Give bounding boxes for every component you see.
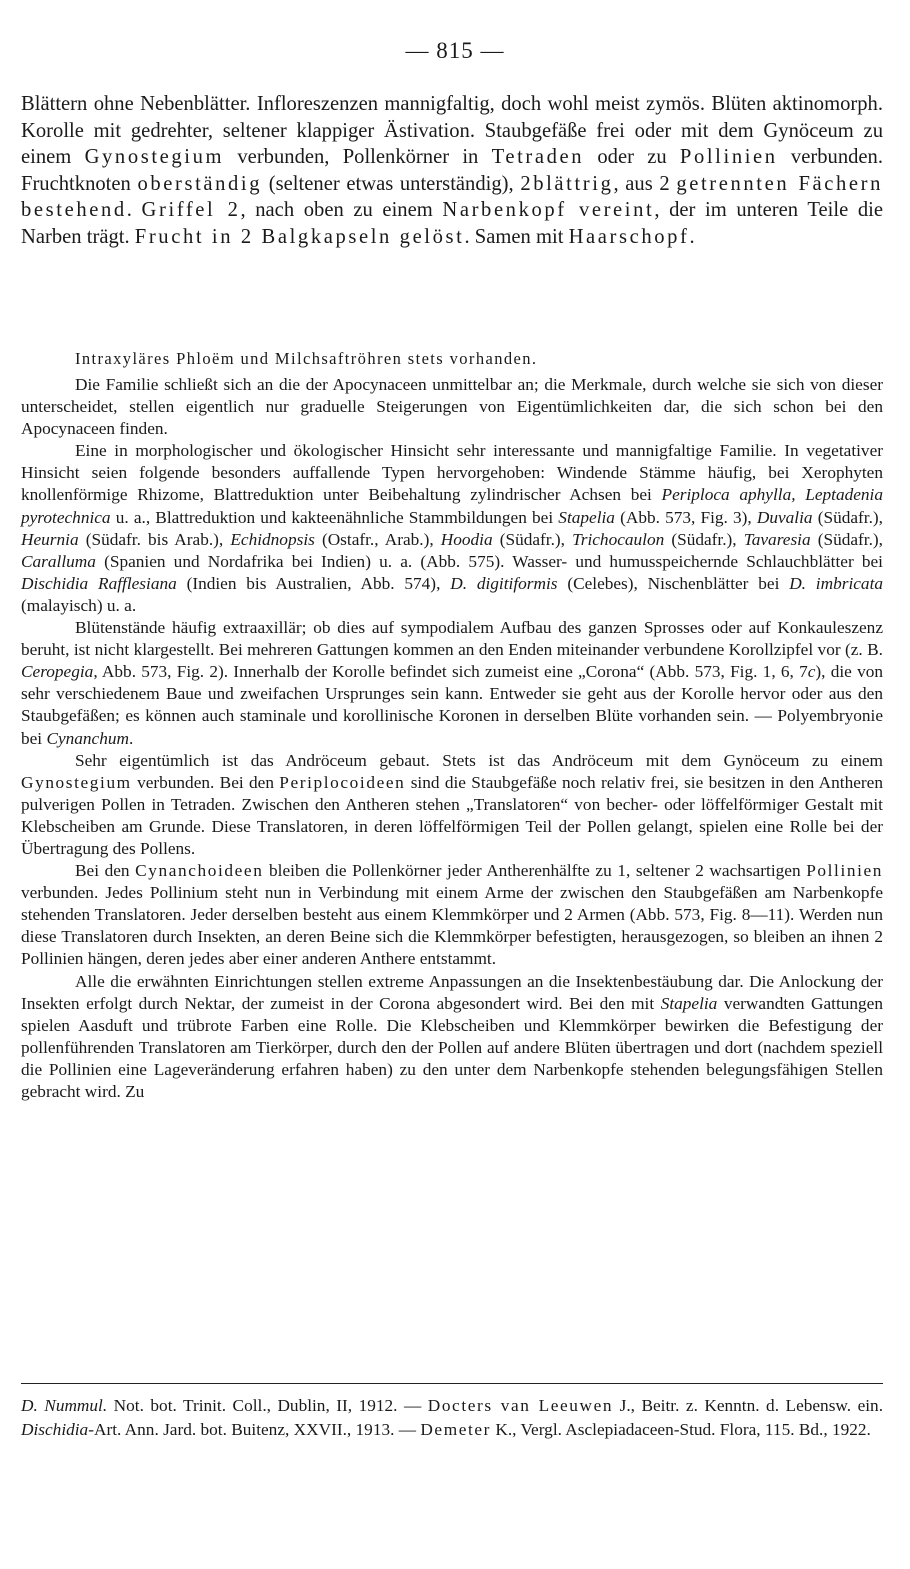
text-run: bleiben die Pollenkörner jeder Antherenhälfte zu 1, seltener 2 wachsartigen (263, 861, 807, 881)
footnote-divider (21, 1383, 883, 1384)
text-run: ), die von sehr verschiedenem Baue und zweifachen Ursprunges sein kann. Entweder sie geht aus der Korolle hervor oder aus den Staubgefäßen; es können auch staminale und korollinische Koronen in derselben Blüte vorhanden sein. — Polyembryonie bei (21, 662, 883, 748)
spaced-term: getrennten Fächern bestehend (21, 172, 884, 221)
text-run: verwandten Gattungen spielen Aasduft und trübrote Farben eine Rolle. Die Klebscheiben und Klemmkörper bewirken die Befestigung der pollenführenden Translatoren am Tierkörper, durch den der Pollen auf andere Blüten übertragen und dort (nachdem speziell die Pollinien eine Lageveränderung erfahren haben) zu den unter dem Narbenkopfe stehenden belegungsfähigen Stellen gebracht wird. Zu (21, 993, 883, 1101)
text-run: oder zu (584, 146, 680, 168)
text-run: Blütenstände häufig extraaxillär; ob dies auf sympodialem Aufbau des ganzen Sprosses oder auf Konkauleszenz beruht, ist nicht klargestellt. Bei mehreren Gattungen kommen an den Enden miteinander verbundene Korollzipfel vor (z. B. (21, 618, 883, 660)
text-run: , nach oben zu einem (240, 199, 443, 221)
paragraph-6 (21, 971, 883, 1104)
text-run: (Südafr.), (492, 529, 573, 549)
text-run: verbunden. Bei den (131, 772, 280, 792)
author-name: Docters van Leeuwen (427, 1396, 614, 1415)
text-run: , der im unteren Teile die Narben trägt. (21, 199, 883, 248)
spaced-term: Gynostegium (84, 146, 225, 168)
text-run: Bei den (75, 861, 136, 881)
text-run: (Südafr.), (812, 507, 883, 527)
taxon-name: D. digitiformis (450, 573, 558, 593)
text-run: u. a., Blattreduktion und kakteenähnliche Stammbildungen bei (110, 507, 559, 527)
taxon-name: Periploca aphylla, Leptadenia pyrotechnica (21, 485, 883, 527)
taxon-name: D. imbricata (789, 573, 884, 593)
taxon-name: Dischidia (21, 1420, 89, 1439)
text-run: (Südafr.), (810, 529, 883, 549)
text-run: verbunden. Fruchtknoten (21, 146, 884, 195)
taxon-name: Ceropegia (21, 662, 94, 682)
intro-note-text: Intraxyläres Phloëm und Milchsaftröhren stets vorhanden. (75, 349, 538, 368)
taxon-name: Stapelia (558, 507, 615, 527)
text-run: . (689, 225, 695, 248)
taxon-name: Echidnopsis (230, 529, 315, 549)
text-run: J., Beitr. z. Kenntn. d. Lebensw. ein. (613, 1396, 884, 1415)
taxon-name: Stapelia (660, 993, 718, 1013)
taxon-name: Trichocaulon (572, 529, 665, 549)
spaced-term: Griffel 2 (141, 199, 241, 221)
text-run: (malayisch) u. a. (21, 595, 137, 615)
text-run: Blättern ohne Nebenblätter. Infloreszenzen mannigfaltig, doch wohl meist zymös. Blüten aktinomorph. Korolle mit gedrehter, seltener klappiger Ästivation. Staubgefäße frei oder mit dem Gynöceum zu einem (21, 93, 883, 168)
text-run: . (129, 728, 134, 748)
spaced-term: Frucht in 2 Balgkapseln gelöst (134, 225, 465, 248)
taxon-name: Duvalia (756, 507, 813, 527)
taxon-name: Caralluma (21, 551, 96, 571)
paragraph-5 (21, 860, 883, 970)
spaced-term: Tetraden (491, 146, 585, 168)
author-name: D. Nummul. (21, 1396, 108, 1415)
spaced-term: Periplocoideen (279, 772, 406, 792)
taxon-name: Heurnia (21, 529, 79, 549)
text-run: , aus 2 (613, 172, 677, 195)
text-run: verbunden, Pollenkörner in (224, 146, 492, 168)
text-run: (seltener etwas unterständig), (262, 172, 521, 195)
intro-note (21, 348, 883, 369)
spaced-term: oberständig (137, 172, 263, 195)
text-run: (Celebes), Nischenblätter bei (557, 573, 790, 593)
text-run: -Art. Ann. Jard. bot. Buitenz, XXVII., 1913. — (88, 1420, 421, 1439)
spaced-term: Cynanchoideen (135, 861, 264, 881)
text-run: . Samen mit (464, 225, 569, 248)
text-run: (Spanien und Nordafrika bei Indien) u. a. (Abb. 575). Wasser- und humusspeichernde Schlauchblätter bei (95, 551, 883, 571)
taxon-name: Dischidia Rafflesiana (21, 573, 177, 593)
taxon-name: Tavaresia (743, 529, 811, 549)
footnote-references (21, 1394, 883, 1442)
author-name: Demeter (420, 1420, 492, 1439)
text-run: . (126, 199, 142, 221)
spaced-term: Pollinien (679, 146, 778, 168)
body-text (21, 374, 883, 1103)
text-run: , Abb. 573, Fig. 2). Innerhalb der Korolle befindet sich zumeist eine „Corona“ (Abb. 573, Fig. 1, 6, 7 (93, 662, 808, 682)
text-run: (Abb. 573, Fig. 3), (614, 507, 757, 527)
taxon-name: Cynanchum (46, 728, 129, 748)
lead-paragraph (21, 91, 883, 250)
text-run: Alle die erwähnten Einrichtungen stellen extreme Anpassungen an die Insektenbestäubung dar. Die Anlockung der Insekten erfolgt durch Nektar, der zumeist in der Corona abgesondert wird. Bei den mit (21, 971, 883, 1013)
spaced-term: Haarschopf (568, 225, 690, 248)
spaced-term: Gynostegium (21, 772, 132, 792)
text-run: verbunden. Jedes Pollinium steht nun in Verbindung mit einem Arme der zwischen den Staubgefäßen am Narbenkopfe stehenden Translatoren. Jeder derselben besteht aus einem Klemmkörper und 2 Armen (Abb. 573, Fig. 8—11). Werden nun diese Translatoren durch Insekten, an deren Beine sich die Klemmkörper befestigten, herausgezogen, so bleiben an ihnen 2 Pollinien hängen, deren jedes aber einer anderen Anthere entstammt. (21, 883, 883, 969)
text-run: (Ostafr., Arab.), (314, 529, 441, 549)
text-run: Eine in morphologischer und ökologischer Hinsicht sehr interessante und mannigfaltige Familie. In vegetativer Hinsicht seien folgende besonders auffallende Typen hervorgehoben: Windende Stämme häufig, bei Xerophyten knollenförmige Rhizome, Blattreduktion unter Beibehaltung zylindrischer Achsen bei (21, 441, 883, 505)
text-run: Not. bot. Trinit. Coll., Dublin, II, 1912. — (107, 1396, 428, 1415)
text-run: (Südafr. bis Arab.), (78, 529, 231, 549)
spaced-term: 2blättrig (520, 172, 614, 195)
page-number: — 815 — (405, 38, 505, 63)
paragraph-1: Die Familie schließt sich an die der Apocynaceen unmittelbar an; die Merkmale, durch welche sie sich von dieser unterscheidet, stellen eigentlich nur graduelle Steigerungen von Eigentümlichkeiten dar, die sich schon bei den Apocynaceen finden. (21, 375, 883, 439)
text-run: (Südafr.), (664, 529, 744, 549)
paragraph-2 (21, 440, 883, 617)
spaced-term: Pollinien (806, 861, 883, 881)
paragraph-4 (21, 750, 883, 860)
text-run: sind die Staubgefäße noch relativ frei, sie besitzen in den Antheren pulverigen Pollen in Tetraden. Zwischen den Antheren stehen „Translatoren“ von becher- oder löffelförmiger Gestalt mit Klebscheiben am Grunde. Diese Translatoren, in deren löffelförmigen Teil der Pollen gelangt, spielen eine Rolle bei der Übertragung des Pollens. (21, 772, 883, 858)
text-run: Sehr eigentümlich ist das Andröceum gebaut. Stets ist das Andröceum mit dem Gynöceum zu einem (75, 750, 883, 770)
figure-letter: c (807, 662, 816, 682)
text-run: K., Vergl. Asclepiadaceen-Stud. Flora, 115. Bd., 1922. (491, 1420, 871, 1439)
paragraph-3 (21, 617, 883, 750)
text-run: (Indien bis Australien, Abb. 574), (176, 573, 451, 593)
taxon-name: Hoodia (440, 529, 493, 549)
spaced-term: Narbenkopf vereint (442, 199, 655, 221)
